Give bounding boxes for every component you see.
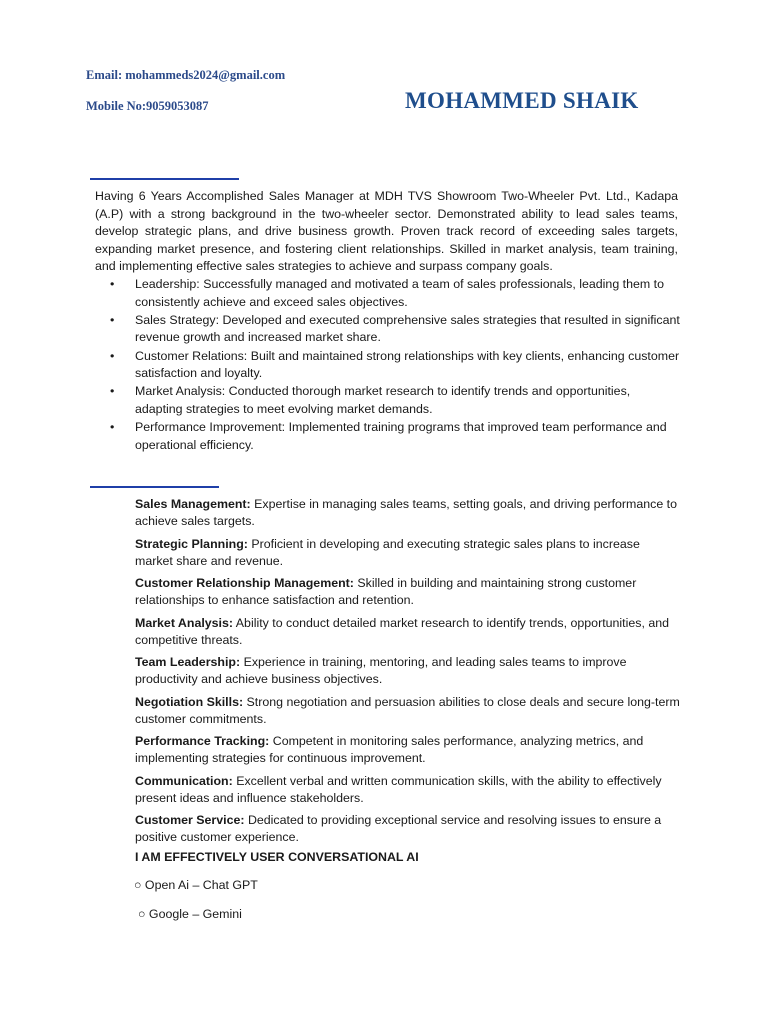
skill-description: Experience in training, mentoring, and leading sales teams to improve productivity and achieve business objectives. (135, 655, 627, 687)
skill-description: Skilled in building and maintaining strong customer relationships to enhance satisfaction and retention. (135, 576, 637, 608)
bullet-icon: • (110, 312, 115, 327)
bullet-text: Market Analysis: Conducted thorough market research to identify trends and opportunities, adapting strategies to meet evolving market demands. (135, 384, 631, 416)
skill-description: Proficient in developing and executing strategic sales plans to increase market share and revenue. (135, 536, 640, 568)
bullet-text: Leadership: Successfully managed and motivated a team of sales professionals, leading them to consistently achieve and exceed sales objectives. (135, 277, 664, 309)
section-rule-skills (90, 486, 219, 488)
candidate-name: MOHAMMED SHAIK (405, 88, 639, 113)
skill-description: Ability to conduct detailed market research to identify trends, opportunities, and competitive threats. (135, 615, 670, 647)
email-line: Email: mohammeds2024@gmail.com (86, 68, 286, 82)
skill-title: Market Analysis: (135, 615, 234, 630)
ai-tool-item-gemini: ○ Google – Gemini (138, 907, 242, 921)
list-item (110, 348, 680, 383)
skill-item (135, 694, 680, 729)
skill-title: Customer Service: (135, 813, 245, 827)
skill-item (135, 773, 680, 808)
skill-title: Negotiation Skills: (135, 694, 244, 709)
bullet-icon: • (110, 384, 115, 399)
ai-tools-heading: I AM EFFECTIVELY USER CONVERSATIONAL AI (135, 850, 419, 864)
skill-title: Team Leadership: (135, 655, 241, 669)
summary-paragraph: Having 6 Years Accomplished Sales Manager at MDH TVS Showroom Two-Wheeler Pvt. Ltd., Kadapa (A.P) with a strong background in the two-wheeler sector. Demonstrated ability to lead sales teams, develop strategic plans, and drive business growth. Proven track record of exceeding sales targets, expanding market presence, and fostering client relationships. Skilled in market analysis, team training, and implementing effective sales strategies to achieve and surpass company goals. (95, 189, 678, 274)
skill-description: Excellent verbal and written communication skills, with the ability to effectively present ideas and influence stakeholders. (135, 773, 662, 805)
skill-description: Dedicated to providing exceptional service and resolving issues to ensure a positive customer experience. (135, 813, 662, 845)
skill-item (135, 496, 680, 531)
skill-description: Expertise in managing sales teams, setting goals, and driving performance to achieve sales targets. (135, 497, 678, 529)
skill-item (135, 536, 680, 571)
skill-title: Sales Management: (135, 497, 251, 511)
bullet-text: Customer Relations: Built and maintained strong relationships with key clients, enhancing customer satisfaction and loyalty. (135, 348, 680, 381)
bullet-text: Sales Strategy: Developed and executed comprehensive sales strategies that resulted in significant revenue growth and increased market share. (135, 312, 680, 345)
skill-description: Strong negotiation and persuasion abilities to close deals and secure long-term customer commitments. (135, 694, 680, 726)
ai-tool-item-chatgpt: ○ Open Ai – Chat GPT (134, 878, 258, 892)
mobile-line: Mobile No:9059053087 (86, 99, 209, 113)
bullet-text: Performance Improvement: Implemented training programs that improved team performance and operational efficiency. (135, 420, 667, 452)
list-item (110, 419, 680, 454)
skills-list (135, 496, 680, 852)
skill-title: Performance Tracking: (135, 734, 270, 748)
skill-item (135, 575, 680, 610)
section-rule-summary (90, 178, 239, 180)
skill-description: Competent in monitoring sales performance, analyzing metrics, and implementing strategies for continuous improvement. (135, 734, 644, 766)
bullet-icon: • (110, 348, 115, 363)
list-item (110, 276, 680, 311)
skill-item (135, 733, 680, 768)
list-item (110, 312, 680, 347)
list-item (110, 383, 680, 418)
skill-title: Customer Relationship Management: (135, 576, 354, 590)
bullet-icon: • (110, 420, 115, 435)
skill-item (135, 812, 680, 847)
skill-title: Strategic Planning: (135, 536, 248, 551)
skill-item (135, 654, 680, 689)
bullet-icon: • (110, 277, 115, 291)
summary-bullet-list (110, 276, 680, 455)
skill-item (135, 615, 680, 650)
skill-title: Communication: (135, 773, 233, 788)
